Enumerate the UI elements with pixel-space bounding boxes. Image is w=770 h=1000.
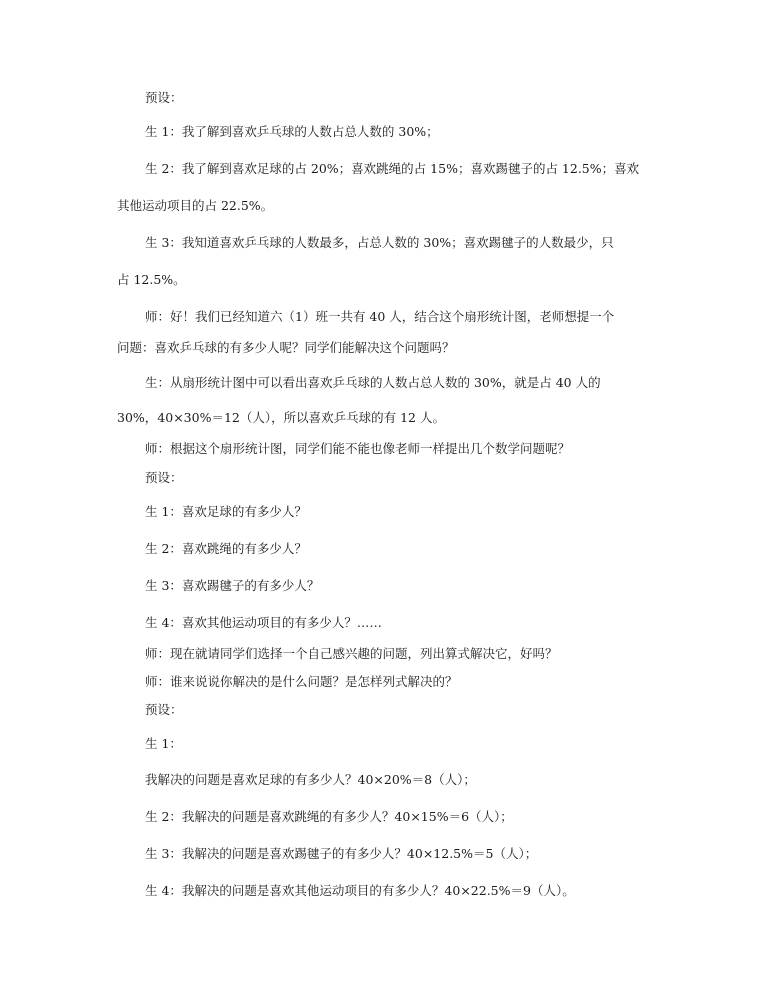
paragraph-line: 师：根据这个扇形统计图，同学们能不能也像老师一样提出几个数学问题呢？ [145,441,571,456]
paragraph-line: 问题：喜欢乒乓球的有多少人呢？同学们能解决这个问题吗？ [117,340,455,355]
paragraph-line: 生 3：我知道喜欢乒乓球的人数最多，占总人数的 30%；喜欢踢毽子的人数最少，只 [145,235,614,250]
paragraph-line: 生 2：我解决的问题是喜欢跳绳的有多少人？40×15%＝6（人）； [145,809,513,824]
paragraph-line: 生 2：喜欢跳绳的有多少人？ [145,541,307,556]
paragraph-line: 预设： [145,702,183,717]
paragraph-line: 30%，40×30%＝12（人），所以喜欢乒乓球的有 12 人。 [117,410,445,425]
paragraph-line: 师：好！我们已经知道六（1）班一共有 40 人，结合这个扇形统计图，老师想提一个 [145,309,615,324]
paragraph-line: 师：谁来说说你解决的是什么问题？是怎样列式解决的？ [145,674,458,689]
paragraph-line: 生：从扇形统计图中可以看出喜欢乒乓球的人数占总人数的 30%，就是占 40 人的 [145,375,601,390]
paragraph-line: 生 1：我了解到喜欢乒乓球的人数占总人数的 30%； [145,124,439,139]
paragraph-line: 生 3：喜欢踢毽子的有多少人？ [145,578,320,593]
paragraph-line: 生 4：我解决的问题是喜欢其他运动项目的有多少人？40×22.5%＝9（人）。 [145,883,575,898]
paragraph-line: 预设： [145,90,183,105]
paragraph-line: 生 3：我解决的问题是喜欢踢毽子的有多少人？40×12.5%＝5（人）； [145,846,538,861]
paragraph-line: 占 12.5%。 [117,272,186,287]
paragraph-line: 生 1：喜欢足球的有多少人？ [145,504,307,519]
paragraph-line: 预设： [145,470,183,485]
paragraph-line: 生 1： [145,736,182,751]
paragraph-line: 师：现在就请同学们选择一个自己感兴趣的问题，列出算式解决它，好吗？ [145,646,558,661]
paragraph-line: 生 4：喜欢其他运动项目的有多少人？…… [145,615,382,630]
paragraph-line: 生 2：我了解到喜欢足球的占 20%；喜欢跳绳的占 15%；喜欢踢毽子的占 12.5%；喜欢 [145,161,640,176]
paragraph-line: 其他运动项目的占 22.5%。 [117,198,274,213]
paragraph-line: 我解决的问题是喜欢足球的有多少人？40×20%＝8（人）； [145,772,476,787]
